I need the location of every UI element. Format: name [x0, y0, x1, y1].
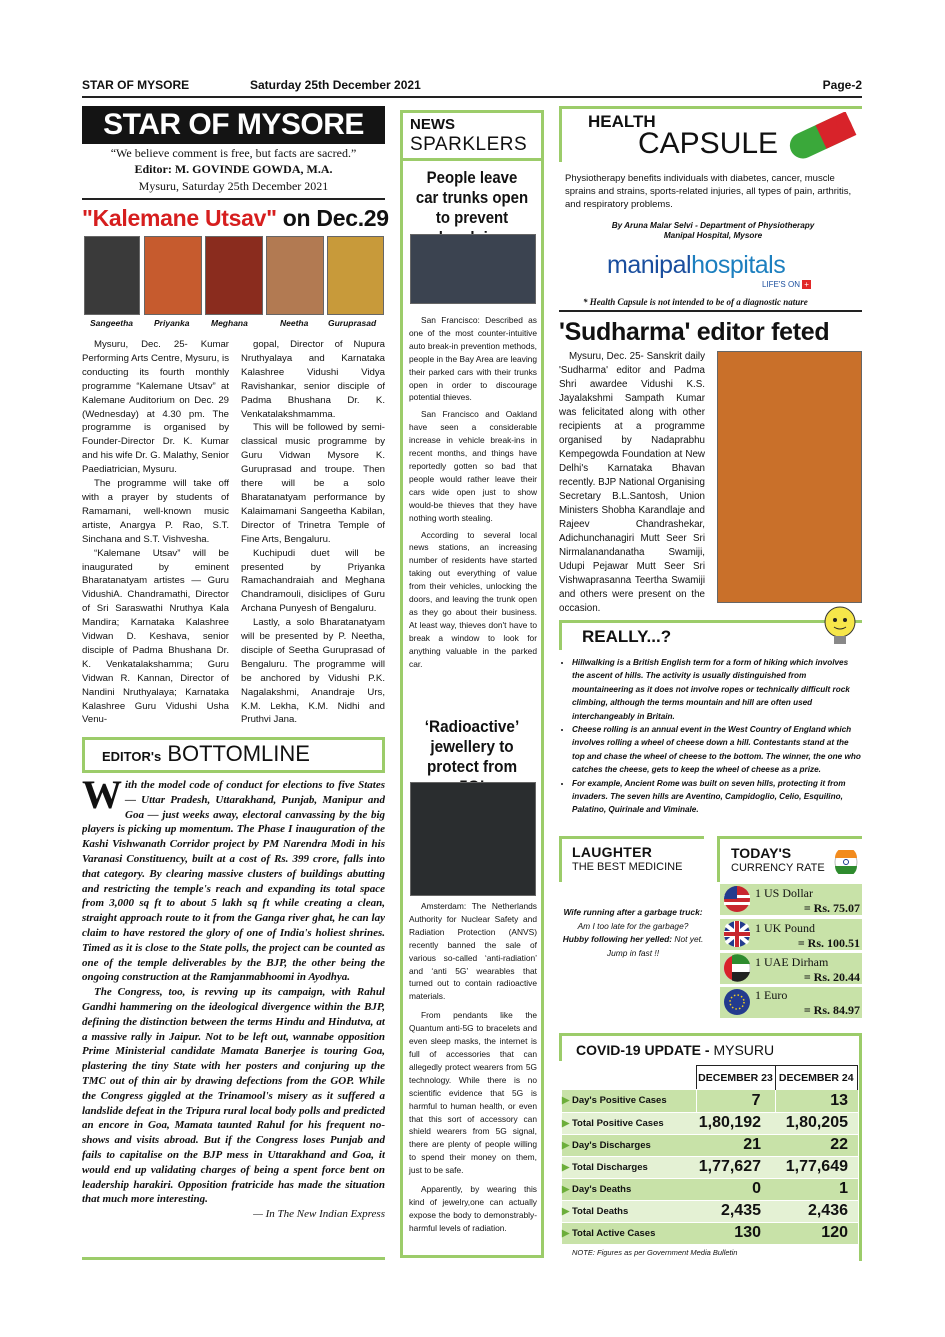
sparklers-article-1: San Francisco: Described as one of the most counter-intuitive auto break-in prevention methods, people in the Bay Area are leaving their parked cars with their trunks open in order to discourage potential thieves. San Francisco and Oakland have seen a considerable increase in vehicle break-ins in recent months, and things have reportedly gotten so bad that people would rather leave their cars wide open just to show would-be thieves that they have nothing worth stealing. According to several local news stations, an increasing number of residents have started taking out everything of value from their vehicles, unlocking the doors, and leaving the trunk open as they go about their business. At least way, thieves don't have to break a window to look for anything valuable in the parked car.	[409, 315, 537, 669]
divider	[82, 1257, 385, 1260]
currency-title: TODAY'S	[731, 845, 792, 861]
covid-row: ▶ Total Positive Cases 1,80,192 1,80,205	[562, 1112, 858, 1134]
currency-value-eur: = Rs. 84.97	[803, 1003, 860, 1017]
sparklers-article-2: Amsterdam: The Netherlands Authority for Nuclear Safety and Radiation Protection (ANVS) recently banned the sale of various so-called ‘anti-radiation’ and ‘anti 5G’ wearables that turned out to contain radioactive materials. From pendants like the Quantum anti-5G to bracelets and even sleep masks, the internet is full of accessories that can allegedly protect wearers from 5G technology. While there is no scientific evidence that 5G is harmful to human health, or even that this sort of accessory can shield wearers from 5G signal, there are plenty of people willing to spend their money on them, just to be safe. Apparently, by wearing this kind of jewelry,one can actually expose the body to demonstrably-harmful levels of radiation.	[409, 901, 537, 1233]
health-title-2: CAPSULE	[638, 127, 779, 160]
sparklers-headline-2: ‘Radioactive’ jewellery to protect from	[424, 717, 520, 776]
currency-value-usd: = Rs. 75.07	[803, 901, 860, 915]
sparklers-tag-news: NEWS	[410, 116, 455, 133]
photo-guruprasad	[327, 236, 384, 315]
photo-meghana	[205, 236, 263, 315]
masthead-title: STAR OF MYSORE	[82, 106, 385, 144]
photo-priyanka	[144, 236, 202, 315]
covid-row: ▶ Day's Deaths 0 1	[562, 1178, 858, 1200]
photo-pendant	[410, 782, 536, 896]
photo-sudharma-editor	[717, 351, 862, 603]
covid-rows	[562, 1090, 858, 1245]
uae-flag-icon	[723, 954, 751, 982]
kalemane-col1: Mysuru, Dec. 25- Kumar Performing Arts Centre, Mysuru, is conducting its fourth monthly programme “Kalemane Utsav” at Kalemane Auditorium on Dec. 29 (Wednesday) at 4.30 pm. The programme is organised by Founder-Director Dr. K. Kumar and his wife Dr. G. Malathy, Senior Paediatrician, Mysuru. The programme will take off with a prayer by students of Ramamani, well-known music artiste, Anargya P. Rao, S.T. Sinchana and S.T. Vishvesha. “Kalemane Utsav” will be inaugurated by eminent Bharatanatyam artistes — Guru VidushiA. Chandramathi, Director of Sri Saraswathi Nruthya Kala Mandira; Karnataka Kalashree Vidwan D. Keshava, senior disciple of Padma Bhushana Dr. K. Venkatalakshamma; Guru Vidwan R. Kannan, Director of Nandini Nruthyalaya; Karnataka Kalashree Guru Vidushi Usha Venu-	[82, 339, 229, 726]
covid-row: ▶ Day's Positive Cases 7 13	[562, 1090, 858, 1112]
bottomline-body: With the model code of conduct for elections to five States — Uttar Pradesh, Uttarakhand, Punjab, Manipur and Goa — just weeks away, electoral canvassing by the big players is picking up momentum. The Phase I inauguration of the Kashi Vishwanath Corridor project by PM Narendra Modi in his Varanasi Constituency, built at a cost of Rs. 399 crore, falls into that category. By clearing massive clusters of buildings abutting and restricting the temple's reach and expanding its total space from 3,000 sq ft to about 5 lakh sq ft while creating a clean, straight approach route to it from the Ganga river ghat, he can lay claim to have restored the glory of one of India's holiest shrines. Timed as it is close to the State polls, the project can be counted as one of the temple deliverables by the BJP, the other being the ongoing construction at the Ramjanmabhoomi in Ayodhya. The Congress, too, is revving up its campaign, with Rahul Gandhi hammering on the ideological divergence within the BJP, defining the distinction between the terms Hindu and Hindutva, at a massive rally in Jaipur. Not to be left out, wannabe opposition Prime Ministerial candidate Mamata Banerjee is touring Goa, plastering the tiny State with her posters and conjuring up the TMC out of thin air by drawing defections from the GOP. While the Congress giggled at the Trinamool's misery as it suffered a landslide defeat in the Tripura rural local body polls and predicted an encore in Goa, Mamata taunted Rahul for his frequent no-shows and visits abroad. But if the Congress loses Punjab and fails to capitalise on the BJP mess in Uttarakhand and Goa, it would end up validating charges of being a spent force bent on leadership harakiri. Opposition fratricide has made the situation that much more interesting. — In The New Indian Express	[82, 778, 385, 1221]
laughter-title: LAUGHTER	[572, 844, 653, 860]
india-flag-icon	[834, 850, 858, 874]
currency-value-gbp: = Rs. 100.51	[797, 936, 860, 950]
masthead-motto: “We believe comment is free, but facts are sacred.”	[110, 146, 357, 160]
caption-sangeetha: Sangeetha	[90, 318, 133, 328]
covid-col-header: DECEMBER 24	[775, 1066, 858, 1090]
covid-row: ▶ Total Discharges 1,77,627 1,77,649	[562, 1156, 858, 1178]
manipal-tagline: LIFE'S ON +	[762, 280, 809, 289]
health-text: Physiotherapy benefits individuals with diabetes, cancer, muscle sprains and strains, sports-related injuries, all types of pain, arthritis, and respiratory problems.	[565, 173, 852, 210]
caption-neetha: Neetha	[280, 318, 309, 328]
photo-neetha	[266, 236, 324, 315]
covid-col-header: DECEMBER 23	[696, 1066, 775, 1090]
sudharma-text: Mysuru, Dec. 25- Sanskrit daily 'Sudharma' editor and Padma Shri awardee Vidushi K.S. Jayalakshmi Sampath Kumar was felicitated along with other recipients at a programme organised by Nadaprabhu Kempegowda Foundation at New Delhi's Karnataka Bhavan recently. BJP National Organising Secretary B.L.Santosh, Union Ministers Shobha Karandlaje and Rajeev Chandrashekar, Adichunchanagiri Mutt Seer Sri Nirmalanandanatha Swamiji, Udupi Pejawar Mutt Seer Sri Vishwaprasanna Teertha Swamiji and others were present on the occasion.	[559, 351, 705, 614]
masthead-editor: Editor: M. GOVINDE GOWDA, M.A.	[134, 162, 333, 176]
photo-sangeetha	[84, 236, 140, 315]
header-paper-name: STAR OF MYSORE	[82, 78, 190, 92]
header-date: Saturday 25th December 2021	[250, 78, 421, 92]
kalemane-col2: gopal, Director of Nupura Nruthyalaya and Karnataka Kalashree Vidushi Vidya Ravishankar, senior disciple of Padma Bhushana Dr. K. Venkatalakshmamma. This will be followed by semi-classical music programme by Guru Vidwan Mysore K. Guruprasad and troupe. Then there will be a solo Bharatanatyam performance by Kalaimamani Sangeetha Kabilan, Director of Trinetra Temple of Fine Arts, Bengaluru. Kuchipudi duet will be presented by Priyanka Ramachandraiah and Meghana Chandramouli, disiclipes of Guru Archana Punyesh of Bengaluru. Lastly, a solo Bharatanatyam will be presented by P. Neetha, disciple of Seetha Guruprasad of Bengaluru. The programme will be anchored by Vidushi P.K. Nagalakshmi, Anandraje Urs, K.M. Lekha, K.M. Nidhi and Pruthvi Jana.	[241, 339, 385, 726]
laughter-subtitle: THE BEST MEDICINE	[572, 861, 683, 873]
health-note: * Health Capsule is not intended to be of a diagnostic nature	[583, 297, 808, 307]
manipal-logo: manipalhospitals	[607, 251, 786, 279]
bottomline-title: EDITOR's BOTTOMLINE	[102, 741, 310, 766]
photo-car-trunk	[410, 234, 536, 304]
caption-guruprasad: Guruprasad	[328, 318, 377, 328]
covid-row: ▶ Total Active Cases 130 120	[562, 1222, 858, 1244]
divider	[82, 198, 385, 200]
kalemane-headline: "Kalemane Utsav" on Dec.29	[82, 205, 389, 231]
divider	[559, 310, 862, 312]
covid-table	[562, 1065, 858, 1090]
lightbulb-icon	[818, 602, 862, 648]
uk-flag-icon	[723, 920, 751, 948]
health-title-1: HEALTH	[588, 112, 656, 131]
covid-row: ▶ Total Deaths 2,435 2,436	[562, 1200, 858, 1222]
header-page: Page-2	[822, 78, 862, 92]
eu-flag-icon	[723, 988, 751, 1016]
sudharma-headline: 'Sudharma' editor feted	[559, 318, 830, 346]
currency-value-aed: = Rs. 20.44	[803, 970, 860, 984]
really-list: • Hillwalking is a British English term for a form of hiking which involves the ascent of hills. The activity is usually distinguished from mountaineering as it does not involve ropes or technically difficult rock climbing, although the terms mountain and hill are often used interchangeably in Britain. • Cheese rolling is an annual event in the West Country of England which involves rolling a wheel of cheese down a hill. Contestants stand at the top and chase the wheel of cheese to the bottom. The winner, the one who catches the cheese, gets to keep the wheel of cheese as a prize. • For example, Ancient Rome was built on seven hills, protecting it from invaders. The seven hills are Aventino, Campidoglio, Celio, Esquilino, Palatino, Quirinale and Viminale.	[560, 656, 862, 817]
covid-row: ▶ Day's Discharges 21 22	[562, 1134, 858, 1156]
masthead-dateline: Mysuru, Saturday 25th December 2021	[138, 179, 329, 193]
currency-name-usd: 1 US Dollar	[755, 886, 813, 900]
health-byline-2: Manipal Hospital, Mysore	[663, 231, 763, 240]
covid-note: NOTE: Figures as per Government Media Bulletin	[572, 1248, 738, 1257]
currency-name-aed: 1 UAE Dirham	[755, 955, 829, 969]
header-rule	[82, 96, 862, 98]
currency-name-eur: 1 Euro	[755, 988, 788, 1002]
health-byline-1: By Aruna Malar Selvi - Department of Physiotherapy	[611, 221, 815, 230]
currency-subtitle: CURRENCY RATE	[731, 862, 825, 874]
caption-priyanka: Priyanka	[154, 318, 190, 328]
sparklers-tag-sparklers: SPARKLERS	[410, 134, 528, 155]
really-title: REALLY...?	[582, 627, 672, 646]
laughter-joke: Wife running after a garbage truck: Am I too late for the garbage? Hubby following her yelled: Not yet. Jump in fast !!	[562, 907, 704, 958]
sparklers-headline-1: People leave car trunks open to prevent	[415, 168, 529, 227]
usa-flag-icon	[723, 885, 751, 913]
caption-meghana: Meghana	[211, 318, 248, 328]
covid-title: COVID-19 UPDATE - MYSURU	[576, 1042, 775, 1058]
capsule-icon	[780, 112, 862, 162]
currency-name-gbp: 1 UK Pound	[755, 921, 816, 935]
divider	[403, 158, 541, 161]
